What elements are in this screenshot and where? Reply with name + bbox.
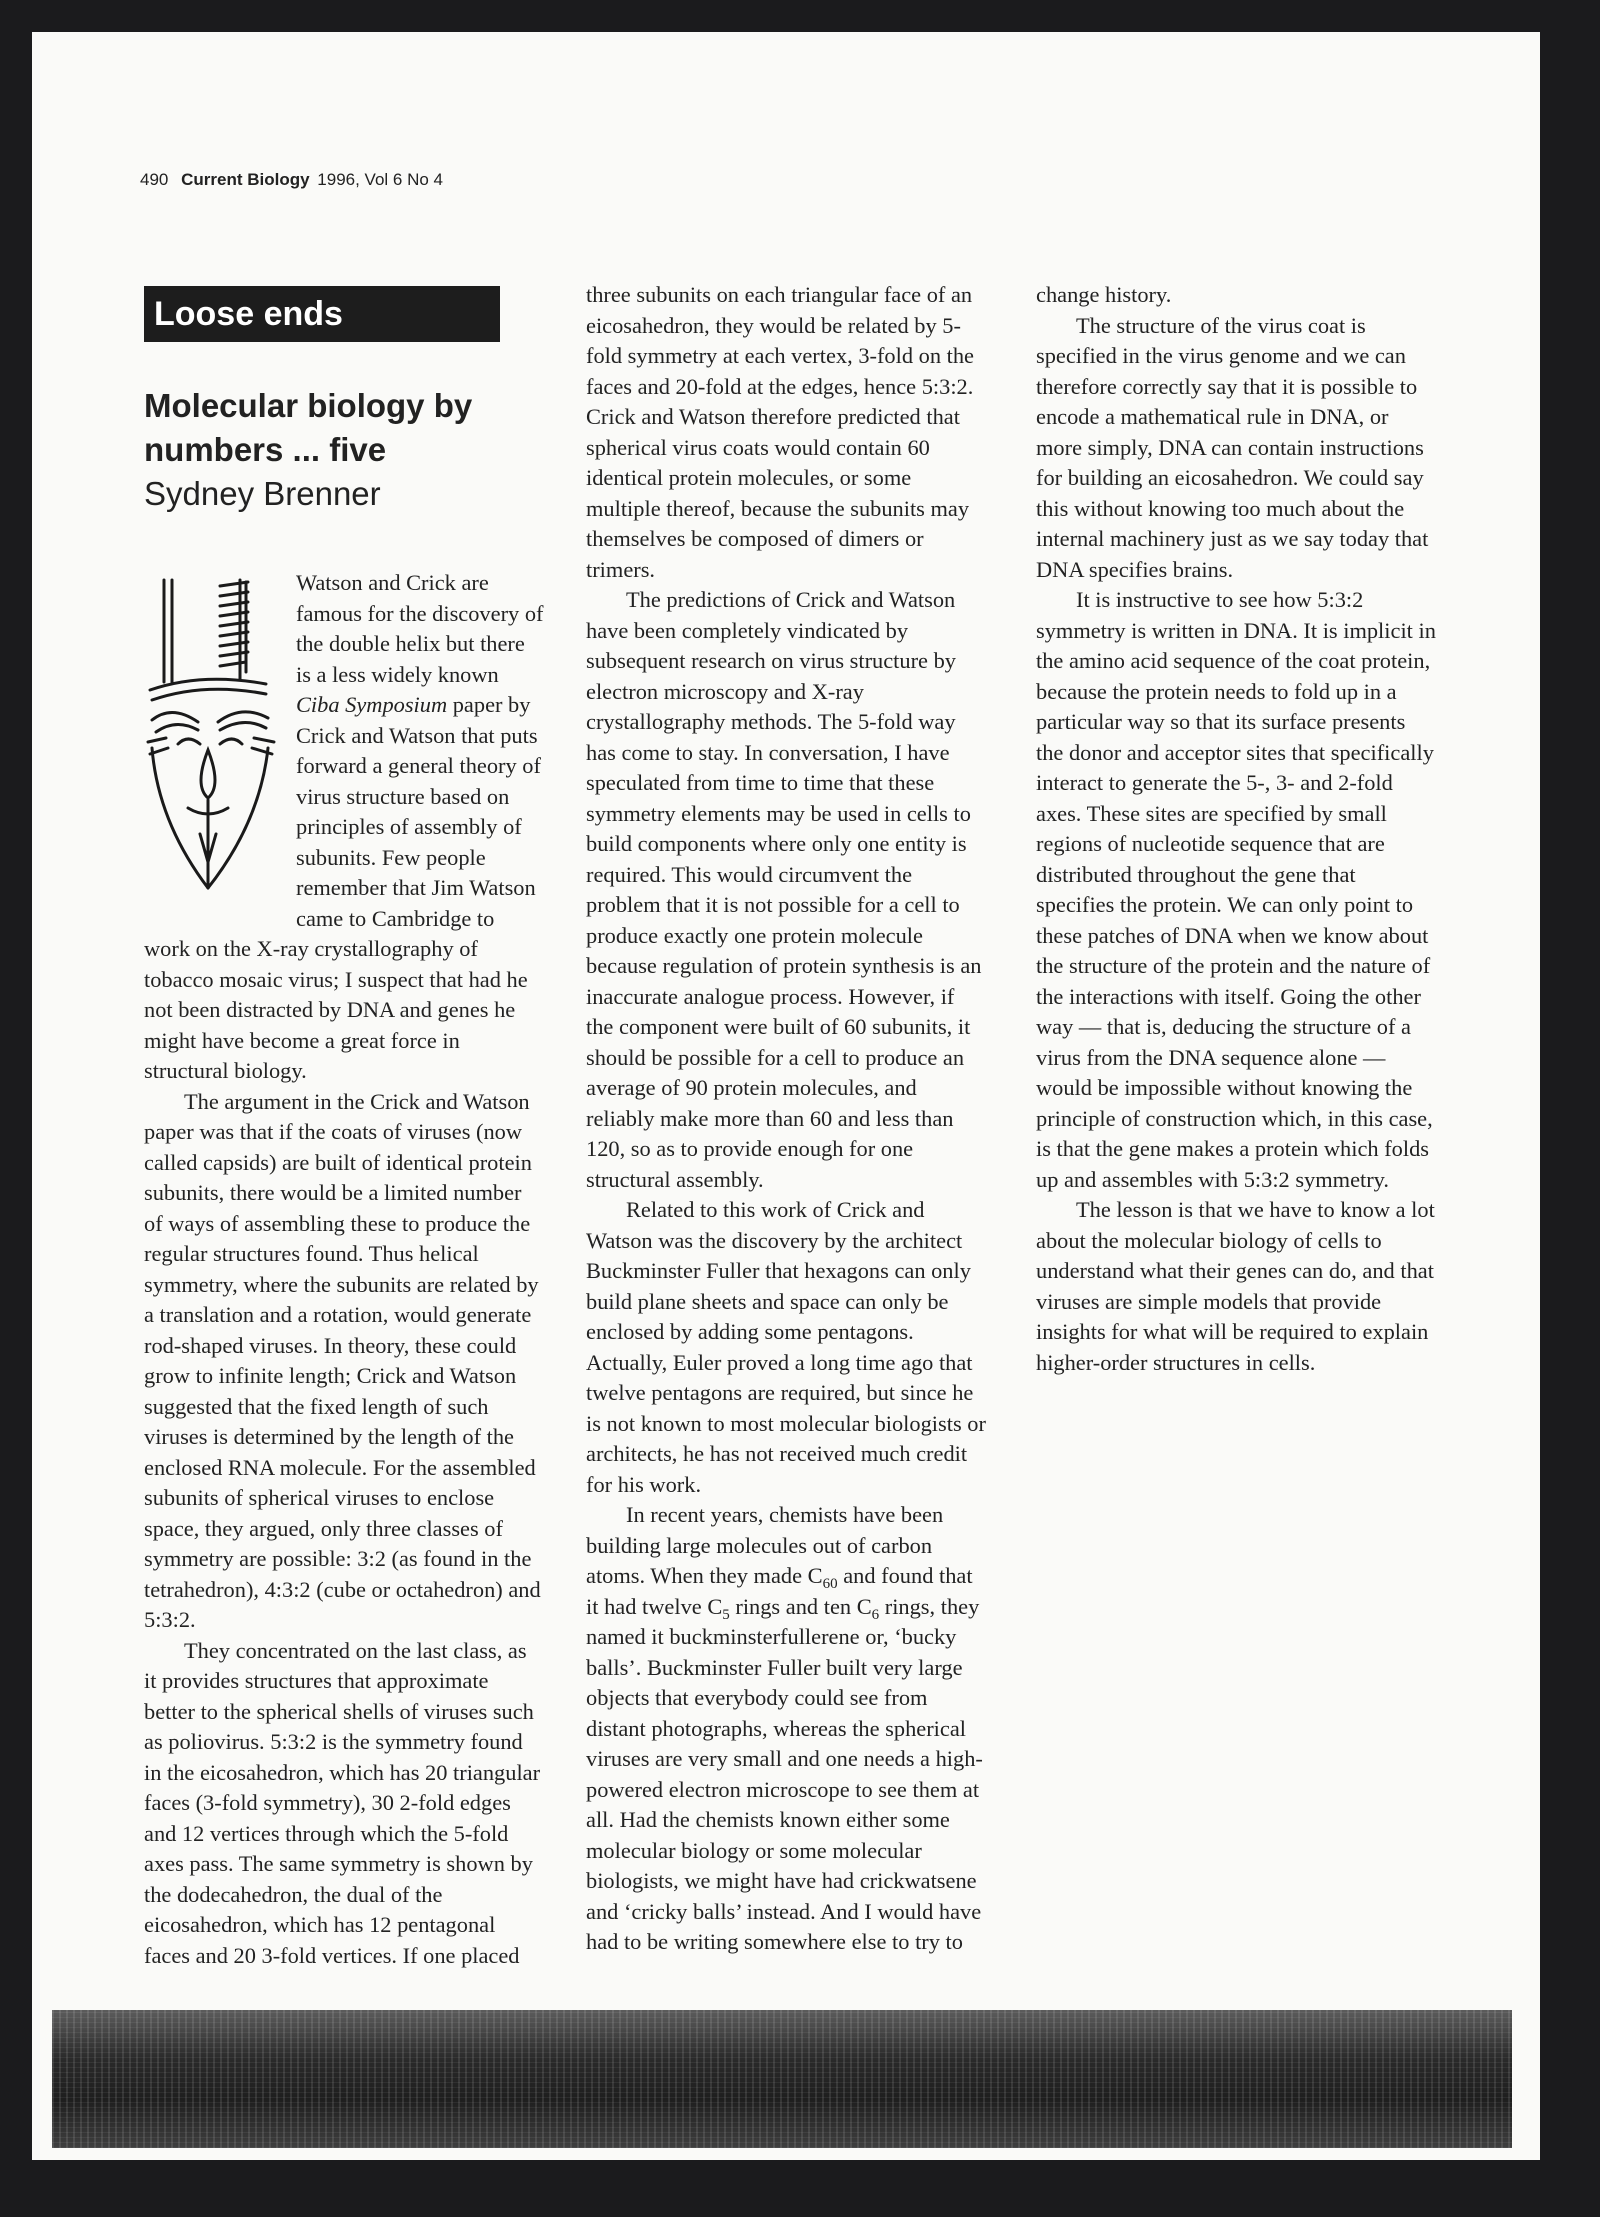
article-author: Sydney Brenner (144, 475, 381, 512)
paragraph-3: They concentrated on the last class, as it provides structures that approximate better to the spherical shells of viruses such as poliovirus. 5:3:2 is the symmetry found in the eicosahedron, which has 20 triangular faces (3-fold symmetry), 30 2-fold edges and 12 vertices through which the 5-fold axes pass. The same symmetry is shown by the dodecahedron, the dual of the eicosahedron, which has 12 pentagonal faces and 20 3-fold vertices. If one placed (144, 1637, 541, 1968)
scan-shadow-band (52, 2010, 1512, 2148)
column-3 (1036, 280, 1436, 1378)
section-label: Loose ends (144, 286, 500, 342)
paragraph-9: The lesson is that we have to know a lot about the molecular biology of cells to understand what their genes can do, and that viruses are simple models that provide insights for what will be required to explain higher-order structures in cells. (1036, 1197, 1435, 1375)
journal-name: Current Biology (181, 170, 310, 189)
pen-nib-caricature-icon (142, 572, 282, 902)
paragraph-5: Related to this work of Crick and Watson was the discovery by the architect Buckminster Fuller that hexagons can only build plane sheets and space can only be enclosed by adding some pentagons. Actually, Euler proved a long time ago that twelve pentagons are required, but since he is not known to most molecular biologists or architects, he has not received much credit for his work. (586, 1197, 986, 1497)
article-title: Molecular biology by numbers ... five (144, 387, 473, 468)
page-number: 490 (140, 170, 169, 189)
paragraph-6-continued: change history. (1036, 282, 1172, 307)
column-1 (144, 280, 544, 1971)
paragraph-8: It is instructive to see how 5:3:2 symmetry is written in DNA. It is implicit in the amino acid sequence of the coat protein, because the protein needs to fold up in a particular way so that its surface presents the donor and acceptor sites that specifically interact to generate the 5-, 3- and 2-fold axes. These sites are specified by small regions of nucleotide sequence that are distributed throughout the gene that specifies the protein. We can only point to these patches of DNA when we know about the structure of the protein and the nature of the interactions with itself. Going the other way — that is, deducing the structure of a virus from the DNA sequence alone — would be impossible without knowing the principle of construction which, in this case, is that the gene makes a protein which folds up and assembles with 5:3:2 symmetry. (1036, 587, 1436, 1192)
paragraph-4: The predictions of Crick and Watson have been completely vindicated by subsequent research on virus structure by electron microscopy and X-ray crystallography methods. The 5-fold way has come to stay. In conversation, I have speculated from time to time that these symmetry elements may be used in cells to build components where only one entity is required. This would circumvent the problem that it is not possible for a cell to produce exactly one protein molecule because regulation of protein synthesis is an inaccurate analogue process. However, if the component were built of 60 subunits, it should be possible for a cell to produce an average of 90 protein molecules, and reliably make more than 60 and less than 120, so as to provide enough for one structural assembly. (586, 587, 982, 1192)
issue-info: 1996, Vol 6 No 4 (317, 170, 444, 189)
paragraph-3-continued: three subunits on each triangular face of an eicosahedron, they would be related by 5-fold symmetry at each vertex, 3-fold on the faces and 20-fold at the edges, hence 5:3:2. Crick and Watson therefore predicted that spherical virus coats would contain 60 identical protein molecules, or some multiple thereof, because the subunits may themselves be composed of dimers or trimers. (586, 282, 974, 582)
paragraph-7: The structure of the virus coat is specified in the virus genome and we can therefore correctly say that it is possible to encode a mathematical rule in DNA, or more simply, DNA can contain instructions for building an eicosahedron. We could say this without knowing too much about the internal machinery just as we say today that DNA specifies brains. (1036, 312, 1429, 582)
running-head (140, 170, 443, 190)
column-2 (586, 280, 986, 1958)
paragraph-2: The argument in the Crick and Watson paper was that if the coats of viruses (now called capsids) are built of identical protein subunits, there would be a limited number of ways of assembling these to produce the regular structures found. Thus helical symmetry, where the subunits are related by a translation and a rotation, would generate rod-shaped viruses. In theory, these could grow to infinite length; Crick and Watson suggested that the fixed length of such viruses is determined by the length of the enclosed RNA molecule. For the assembled subunits of spherical viruses to enclose space, they argued, only three classes of symmetry are possible: 3:2 (as found in the tetrahedron), 4:3:2 (cube or octahedron) and 5:3:2. (144, 1088, 541, 1632)
paragraph-1: Watson and Crick are famous for the discovery of the double helix but there is a less widely known Ciba Symposium paper by Crick and Watson that puts forward a general theory of virus structure based on principles of assembly of subunits. Few people remember that Jim Watson came to Cambridge to work on the X-ray crystallography of tobacco mosaic virus; I suspect that had he not been distracted by DNA and genes he might have become a great force in structural biology. (144, 570, 544, 1083)
paragraph-6: In recent years, chemists have been building large molecules out of carbon atoms. When they made $C_{60}$ and found that it had twelve $C_5$ rings and ten $C_6$ rings, they named it buckminsterfullerene or, ‘bucky balls’. Buckminster Fuller built very large objects that everybody could see from distant photographs, whereas the spherical viruses are very small and one needs a high-powered electron microscope to see them at all. Had the chemists known either some molecular biology or some molecular biologists, we might have had crickwatsene and ‘cricky balls’ instead. And I would have had to be writing somewhere else to try to (586, 1502, 983, 1954)
